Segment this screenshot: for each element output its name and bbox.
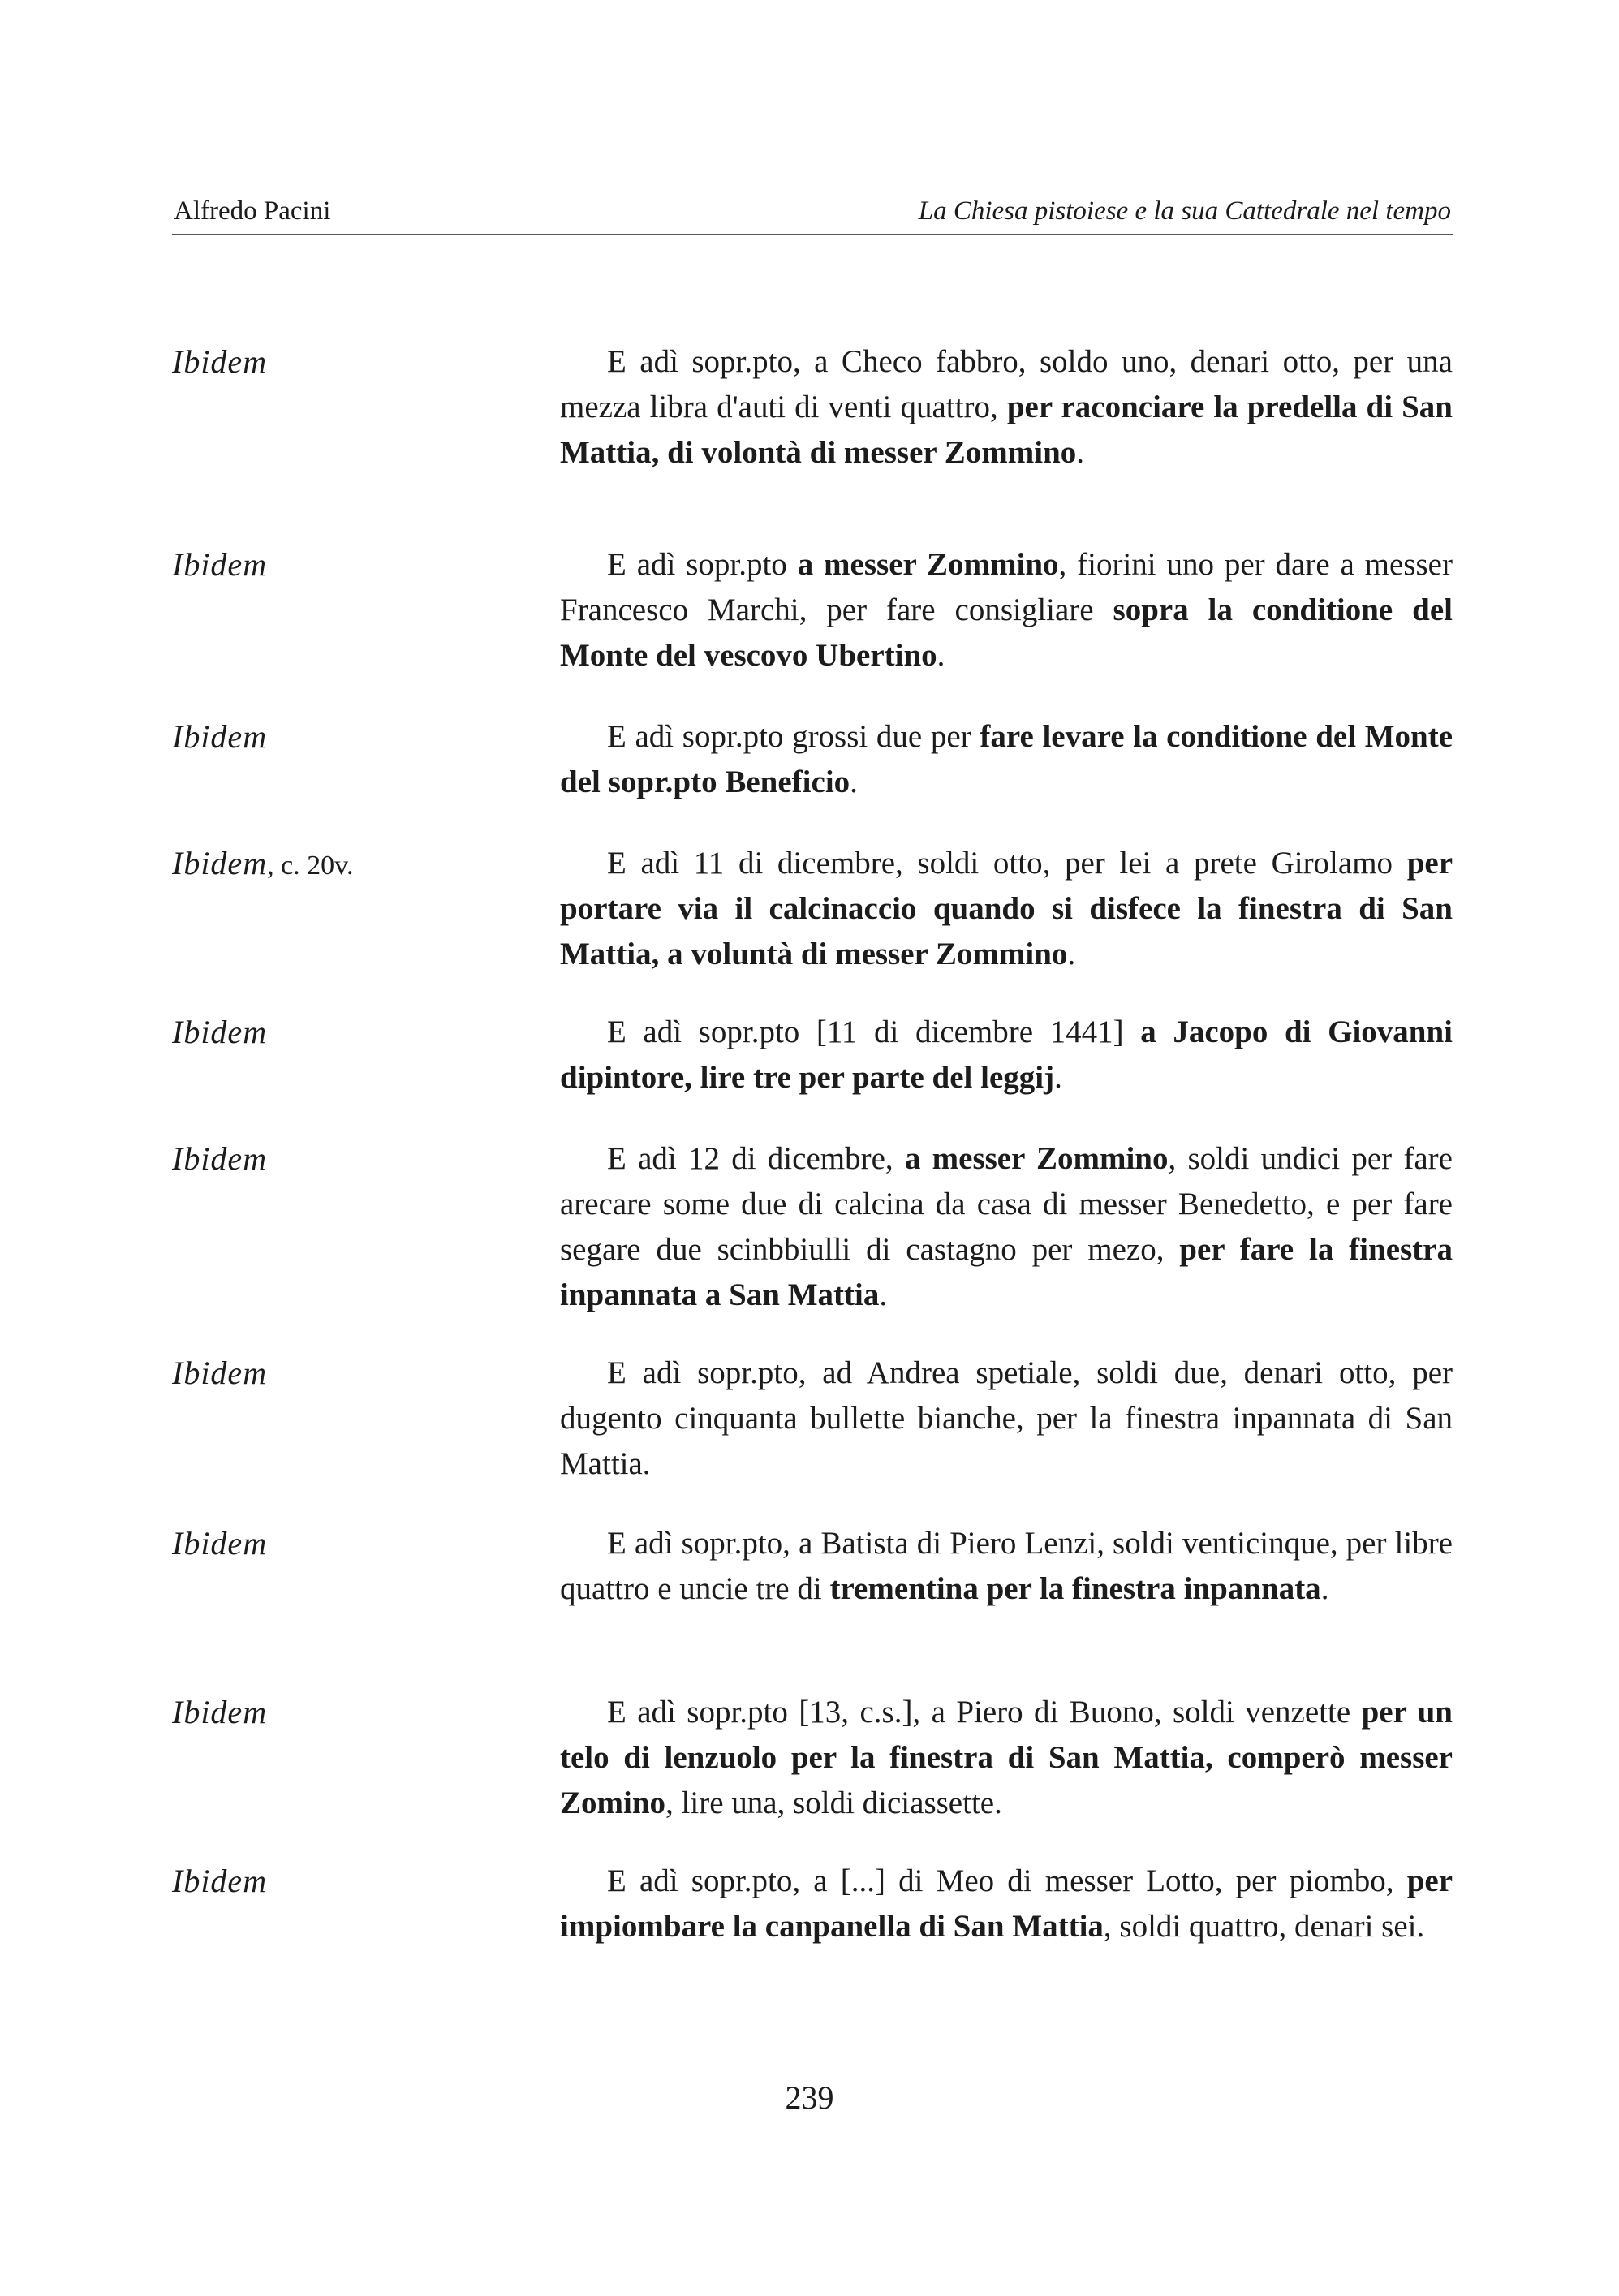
entry-text: E adì sopr.pto grossi due per fare levare la conditione del Monte del sopr.pto Beneficio.	[560, 719, 1453, 799]
entry-text: E adì sopr.pto, a Checo fabbro, soldo uno, denari otto, per una mezza libra d'auti di venti quattro, per raconciare la predella di San Mattia, di volontà di messer Zommino.	[560, 344, 1453, 470]
running-header	[172, 193, 1453, 235]
entry-reference: Ibidem	[172, 343, 268, 380]
entry-text: E adì sopr.pto, a [...] di Meo di messer Lotto, per piombo, per impiombare la canpanella di San Mattia, soldi quattro, denari sei.	[560, 1863, 1453, 1944]
page-number: 239	[785, 2079, 834, 2116]
entry-text: E adì sopr.pto, a Batista di Piero Lenzi, soldi venticinque, per libre quattro e uncie tre di trementina per la finestra inpannata.	[560, 1526, 1453, 1606]
entry-reference: Ibidem	[172, 1863, 268, 1899]
header-author: Alfredo Pacini	[174, 196, 331, 226]
entry-text: E adì 11 di dicembre, soldi otto, per lei a prete Girolamo per portare via il calcinaccio quando si disfece la finestra di San Mattia, a voluntà di messer Zommino.	[560, 846, 1453, 971]
entry-reference: Ibidem	[172, 718, 268, 755]
entry-reference: Ibidem	[172, 1355, 268, 1391]
entry-text: E adì sopr.pto a messer Zommino, fiorini uno per dare a messer Francesco Marchi, per fare consigliare sopra la conditione del Monte del vescovo Ubertino.	[560, 547, 1453, 673]
header-book-title: La Chiesa pistoiese e la sua Cattedrale nel tempo	[918, 196, 1451, 226]
entry-reference: Ibidem	[172, 1525, 268, 1562]
entry-text: E adì sopr.pto, ad Andrea spetiale, soldi due, denari otto, per dugento cinquanta bullette bianche, per la finestra inpannata di San Mattia.	[560, 1355, 1453, 1481]
entry-reference: Ibidem	[172, 1694, 268, 1730]
entry-text: E adì sopr.pto [11 di dicembre 1441] a Jacopo di Giovanni dipintore, lire tre per parte del leggij.	[560, 1014, 1453, 1095]
entry-reference: Ibidem, c. 20v.	[172, 845, 354, 881]
entry-text: E adì sopr.pto [13, c.s.], a Piero di Buono, soldi venzette per un telo di lenzuolo per la finestra di San Mattia, comperò messer Zomino, lire una, soldi diciassette.	[560, 1695, 1453, 1820]
entry-reference: Ibidem	[172, 546, 268, 583]
entry-reference-folio: , c. 20v.	[267, 851, 354, 881]
entry-text: E adì 12 di dicembre, a messer Zommino, soldi undici per fare arecare some due di calcina da casa di messer Benedetto, e per fare segare due scinbbiulli di castagno per mezo, per fare la finestra inpannata a San Mattia.	[560, 1141, 1453, 1312]
entry-reference: Ibidem	[172, 1140, 268, 1177]
entry-reference: Ibidem	[172, 1014, 268, 1050]
